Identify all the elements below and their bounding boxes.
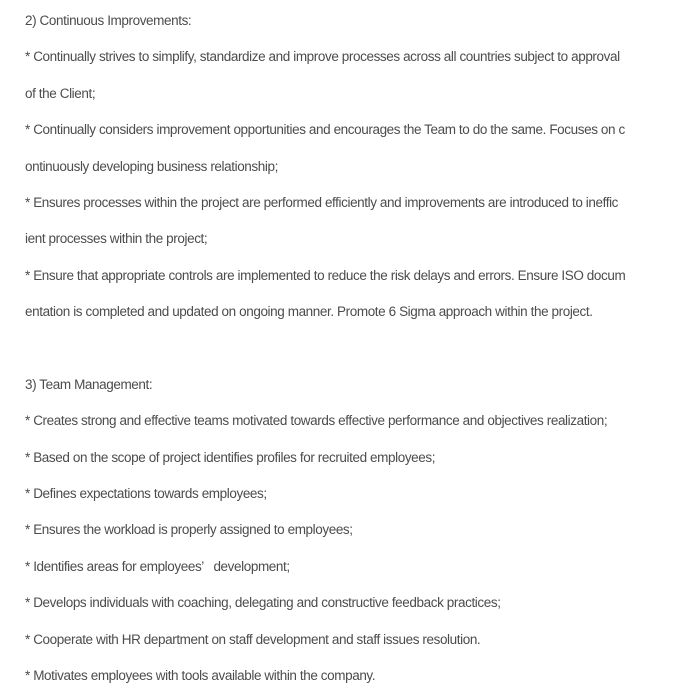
text-line: * Defines expectations towards employees; xyxy=(25,486,267,502)
text-line: * Ensures the workload is properly assigned to employees; xyxy=(25,522,353,538)
text-line: * Develops individuals with coaching, delegating and constructive feedback practices; xyxy=(25,595,501,611)
text-line: * Ensure that appropriate controls are implemented to reduce the risk delays and errors. Ensure ISO docum xyxy=(25,267,626,283)
text-line: ontinuously developing business relationship; xyxy=(25,158,278,174)
text-line: * Continually strives to simplify, standardize and improve processes across all countries subject to approval xyxy=(25,49,620,65)
text-line: ient processes within the project; xyxy=(25,231,208,247)
text-line: * Ensures processes within the project are performed efficiently and improvements are introduced to ineffic xyxy=(25,194,619,210)
text-line: * Based on the scope of project identifies profiles for recruited employees; xyxy=(25,449,436,465)
text-line: * Continually considers improvement opportunities and encourages the Team to do the same. Focuses on c xyxy=(25,122,625,138)
text-line: * Motivates employees with tools available within the company. xyxy=(25,668,376,684)
section-heading: 3) Team Management: xyxy=(25,376,153,392)
section-heading: 2) Continuous Improvements: xyxy=(25,13,192,28)
text-line: * Identifies areas for employees’ development; xyxy=(25,558,290,574)
text-line: * Cooperate with HR department on staff development and staff issues resolution. xyxy=(25,631,481,647)
text-line: * Creates strong and effective teams motivated towards effective performance and objectives realization; xyxy=(25,413,608,429)
text-line: entation is completed and updated on ongoing manner. Promote 6 Sigma approach within the project. xyxy=(25,304,593,320)
text-line: of the Client; xyxy=(25,85,96,101)
blank-line xyxy=(25,331,677,367)
